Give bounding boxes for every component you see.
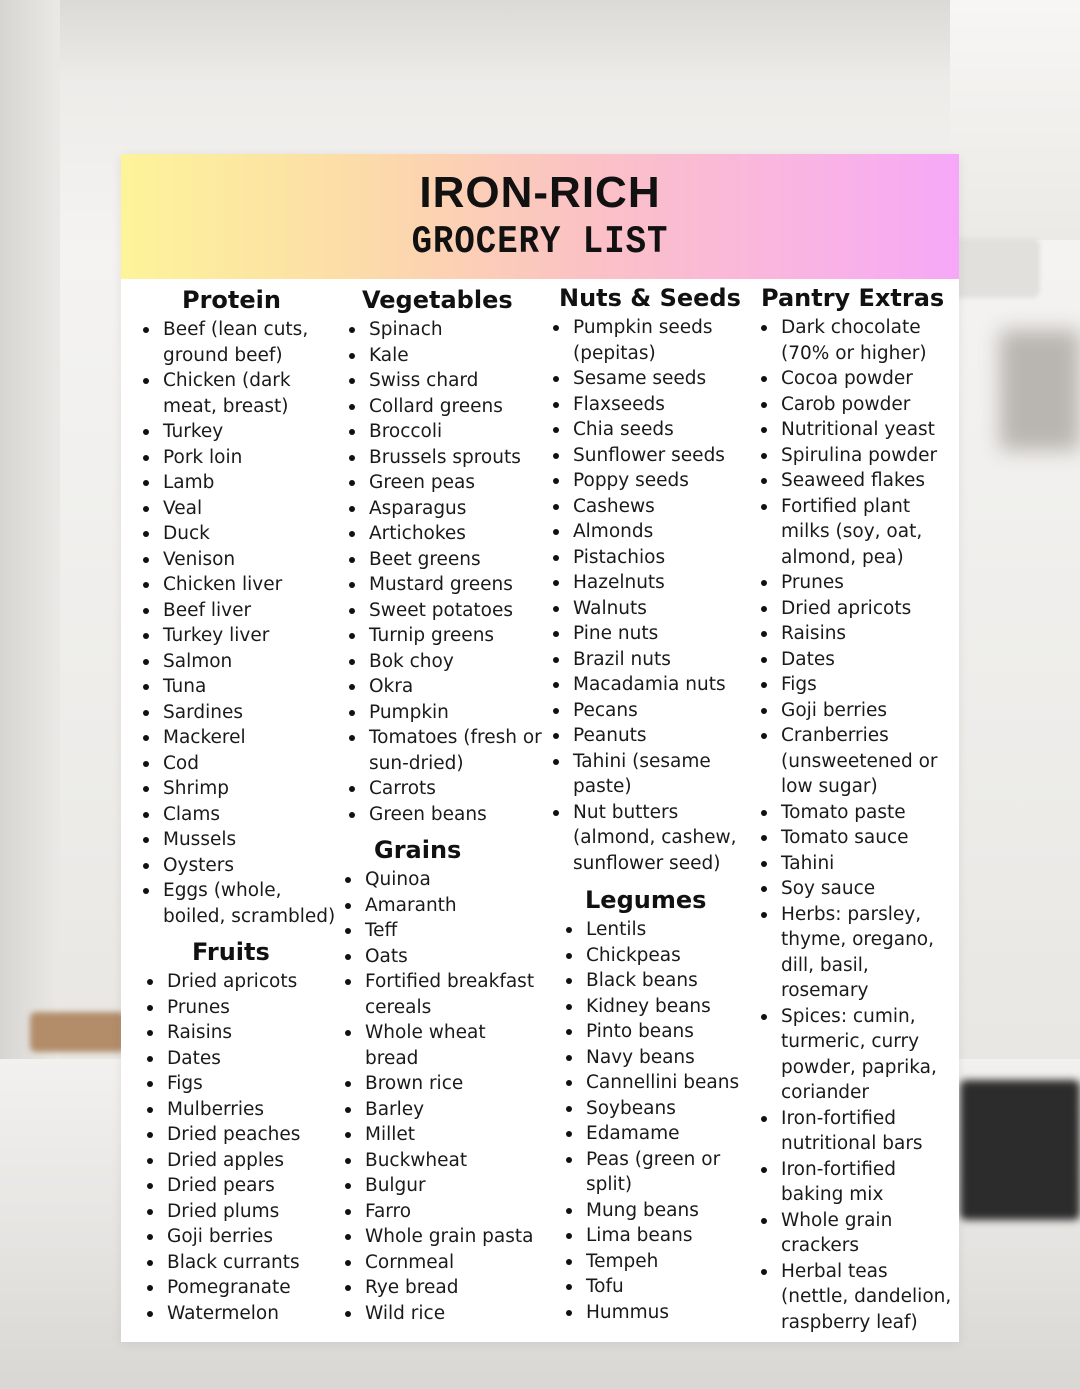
list-item: Dried apricots xyxy=(145,969,336,995)
list-item: Nutritional yeast xyxy=(759,417,954,443)
list-item: Hazelnuts xyxy=(551,570,751,596)
list-item: Chickpeas xyxy=(564,943,751,969)
list-item: Edamame xyxy=(564,1121,751,1147)
list-item: Spices: cumin, turmeric, curry powder, paprika, coriander xyxy=(759,1004,954,1106)
list-item: Turkey xyxy=(141,419,336,445)
header-banner xyxy=(121,154,959,279)
background-stove xyxy=(960,1080,1080,1220)
list-item: Herbs: parsley, thyme, oregano, dill, basil, rosemary xyxy=(759,902,954,1004)
list-item: Raisins xyxy=(145,1020,336,1046)
list-item: Millet xyxy=(343,1122,542,1148)
list-item: Pistachios xyxy=(551,545,751,571)
list-item: Okra xyxy=(347,674,542,700)
list-item: Spinach xyxy=(347,317,542,343)
list-item: Mung beans xyxy=(564,1198,751,1224)
list-item: Figs xyxy=(145,1071,336,1097)
list-item: Pomegranate xyxy=(145,1275,336,1301)
list-item: Chicken liver xyxy=(141,572,336,598)
list-item: Peanuts xyxy=(551,723,751,749)
list-item: Eggs (whole, boiled, scrambled) xyxy=(141,878,336,929)
list-item: Cocoa powder xyxy=(759,366,954,392)
section-title-nuts-seeds: Nuts & Seeds xyxy=(559,284,741,312)
list-item: Farro xyxy=(343,1199,542,1225)
list-item: Navy beans xyxy=(564,1045,751,1071)
column-pantry-extras xyxy=(759,284,954,1335)
list-item: Poppy seeds xyxy=(551,468,751,494)
list-item: Flaxseeds xyxy=(551,392,751,418)
background-shadow xyxy=(1000,330,1080,450)
list-item: Tempeh xyxy=(564,1249,751,1275)
list-item: Seaweed flakes xyxy=(759,468,954,494)
grocery-list-sheet xyxy=(121,154,959,1342)
list-item: Spirulina powder xyxy=(759,443,954,469)
list-item: Shrimp xyxy=(141,776,336,802)
list-item: Tahini xyxy=(759,851,954,877)
list-item: Pork loin xyxy=(141,445,336,471)
list-item: Mulberries xyxy=(145,1097,336,1123)
list-item: Walnuts xyxy=(551,596,751,622)
list-item: Tuna xyxy=(141,674,336,700)
list-item: Lima beans xyxy=(564,1223,751,1249)
list-item: Salmon xyxy=(141,649,336,675)
list-item: Cranberries (unsweetened or low sugar) xyxy=(759,723,954,800)
list-item: Dried pears xyxy=(145,1173,336,1199)
list-item: Dark chocolate (70% or higher) xyxy=(759,315,954,366)
list-item: Broccoli xyxy=(347,419,542,445)
page-title: IRON-RICH xyxy=(419,168,661,217)
list-item: Black currants xyxy=(145,1250,336,1276)
list-item: Dates xyxy=(145,1046,336,1072)
list-item: Duck xyxy=(141,521,336,547)
list-item: Tomato paste xyxy=(759,800,954,826)
list-item: Watermelon xyxy=(145,1301,336,1327)
list-item: Pumpkin xyxy=(347,700,542,726)
list-item: Tahini (sesame paste) xyxy=(551,749,751,800)
list-item: Sesame seeds xyxy=(551,366,751,392)
protein-list xyxy=(141,317,336,929)
list-item: Oats xyxy=(343,944,542,970)
list-item: Whole grain crackers xyxy=(759,1208,954,1259)
list-item: Pinto beans xyxy=(564,1019,751,1045)
page-subtitle: GROCERY LIST xyxy=(411,221,669,265)
list-item: Prunes xyxy=(759,570,954,596)
list-item: Green peas xyxy=(347,470,542,496)
list-item: Swiss chard xyxy=(347,368,542,394)
list-item: Soybeans xyxy=(564,1096,751,1122)
list-item: Chia seeds xyxy=(551,417,751,443)
section-title-legumes: Legumes xyxy=(585,886,707,914)
list-item: Hummus xyxy=(564,1300,751,1326)
pantry-extras-list xyxy=(759,315,954,1335)
list-item: Peas (green or split) xyxy=(564,1147,751,1198)
list-item: Buckwheat xyxy=(343,1148,542,1174)
column-nuts-legumes xyxy=(551,284,751,1325)
list-item: Tomatoes (fresh or sun-dried) xyxy=(347,725,542,776)
list-item: Brussels sprouts xyxy=(347,445,542,471)
list-item: Tomato sauce xyxy=(759,825,954,851)
list-item: Beef liver xyxy=(141,598,336,624)
vegetables-list xyxy=(347,317,542,827)
list-item: Figs xyxy=(759,672,954,698)
list-item: Pumpkin seeds (pepitas) xyxy=(551,315,751,366)
list-item: Mussels xyxy=(141,827,336,853)
list-item: Nut butters (almond, cashew, sunflower seed) xyxy=(551,800,751,877)
list-item: Barley xyxy=(343,1097,542,1123)
list-item: Cornmeal xyxy=(343,1250,542,1276)
list-item: Rye bread xyxy=(343,1275,542,1301)
list-item: Almonds xyxy=(551,519,751,545)
list-item: Black beans xyxy=(564,968,751,994)
list-item: Iron-fortified nutritional bars xyxy=(759,1106,954,1157)
list-item: Mackerel xyxy=(141,725,336,751)
list-item: Prunes xyxy=(145,995,336,1021)
list-item: Bulgur xyxy=(343,1173,542,1199)
list-item: Iron-fortified baking mix xyxy=(759,1157,954,1208)
list-item: Chicken (dark meat, breast) xyxy=(141,368,336,419)
list-item: Pecans xyxy=(551,698,751,724)
list-item: Teff xyxy=(343,918,542,944)
list-item: Cannellini beans xyxy=(564,1070,751,1096)
list-item: Sunflower seeds xyxy=(551,443,751,469)
list-item: Fortified breakfast cereals xyxy=(343,969,542,1020)
fruits-list xyxy=(145,969,336,1326)
background-cabinet xyxy=(950,0,1080,240)
list-item: Lamb xyxy=(141,470,336,496)
section-title-pantry-extras: Pantry Extras xyxy=(761,284,945,312)
list-item: Soy sauce xyxy=(759,876,954,902)
list-item: Cashews xyxy=(551,494,751,520)
list-item: Dried apricots xyxy=(759,596,954,622)
section-title-protein: Protein xyxy=(182,286,281,314)
list-item: Whole grain pasta xyxy=(343,1224,542,1250)
list-item: Dates xyxy=(759,647,954,673)
list-item: Raisins xyxy=(759,621,954,647)
list-item: Asparagus xyxy=(347,496,542,522)
column-vegetables-grains xyxy=(347,286,542,1326)
list-item: Sweet potatoes xyxy=(347,598,542,624)
list-item: Sardines xyxy=(141,700,336,726)
list-item: Green beans xyxy=(347,802,542,828)
list-item: Goji berries xyxy=(145,1224,336,1250)
list-item: Pine nuts xyxy=(551,621,751,647)
list-item: Cod xyxy=(141,751,336,777)
nuts-seeds-list xyxy=(551,315,751,876)
list-item: Beef (lean cuts, ground beef) xyxy=(141,317,336,368)
list-item: Brazil nuts xyxy=(551,647,751,673)
list-item: Lentils xyxy=(564,917,751,943)
list-item: Amaranth xyxy=(343,893,542,919)
list-item: Venison xyxy=(141,547,336,573)
list-item: Bok choy xyxy=(347,649,542,675)
list-item: Quinoa xyxy=(343,867,542,893)
section-title-grains: Grains xyxy=(374,836,462,864)
list-item: Wild rice xyxy=(343,1301,542,1327)
list-item: Tofu xyxy=(564,1274,751,1300)
list-item: Herbal teas (nettle, dandelion, raspberry leaf) xyxy=(759,1259,954,1336)
list-item: Collard greens xyxy=(347,394,542,420)
list-item: Dried plums xyxy=(145,1199,336,1225)
list-item: Whole wheat bread xyxy=(343,1020,542,1071)
list-item: Mustard greens xyxy=(347,572,542,598)
list-item: Artichokes xyxy=(347,521,542,547)
list-item: Fortified plant milks (soy, oat, almond, pea) xyxy=(759,494,954,571)
legumes-list xyxy=(564,917,751,1325)
list-item: Kidney beans xyxy=(564,994,751,1020)
list-item: Carrots xyxy=(347,776,542,802)
grains-list xyxy=(343,867,542,1326)
list-item: Macadamia nuts xyxy=(551,672,751,698)
list-item: Carob powder xyxy=(759,392,954,418)
column-protein-fruits xyxy=(141,286,336,1326)
list-item: Oysters xyxy=(141,853,336,879)
background-cutting-board xyxy=(30,1012,125,1052)
list-item: Turkey liver xyxy=(141,623,336,649)
section-title-vegetables: Vegetables xyxy=(362,286,513,314)
list-item: Dried apples xyxy=(145,1148,336,1174)
list-item: Goji berries xyxy=(759,698,954,724)
section-title-fruits: Fruits xyxy=(192,938,270,966)
list-item: Veal xyxy=(141,496,336,522)
list-item: Beet greens xyxy=(347,547,542,573)
background-cup xyxy=(950,238,1040,298)
list-item: Turnip greens xyxy=(347,623,542,649)
list-item: Kale xyxy=(347,343,542,369)
list-item: Brown rice xyxy=(343,1071,542,1097)
list-item: Clams xyxy=(141,802,336,828)
list-item: Dried peaches xyxy=(145,1122,336,1148)
